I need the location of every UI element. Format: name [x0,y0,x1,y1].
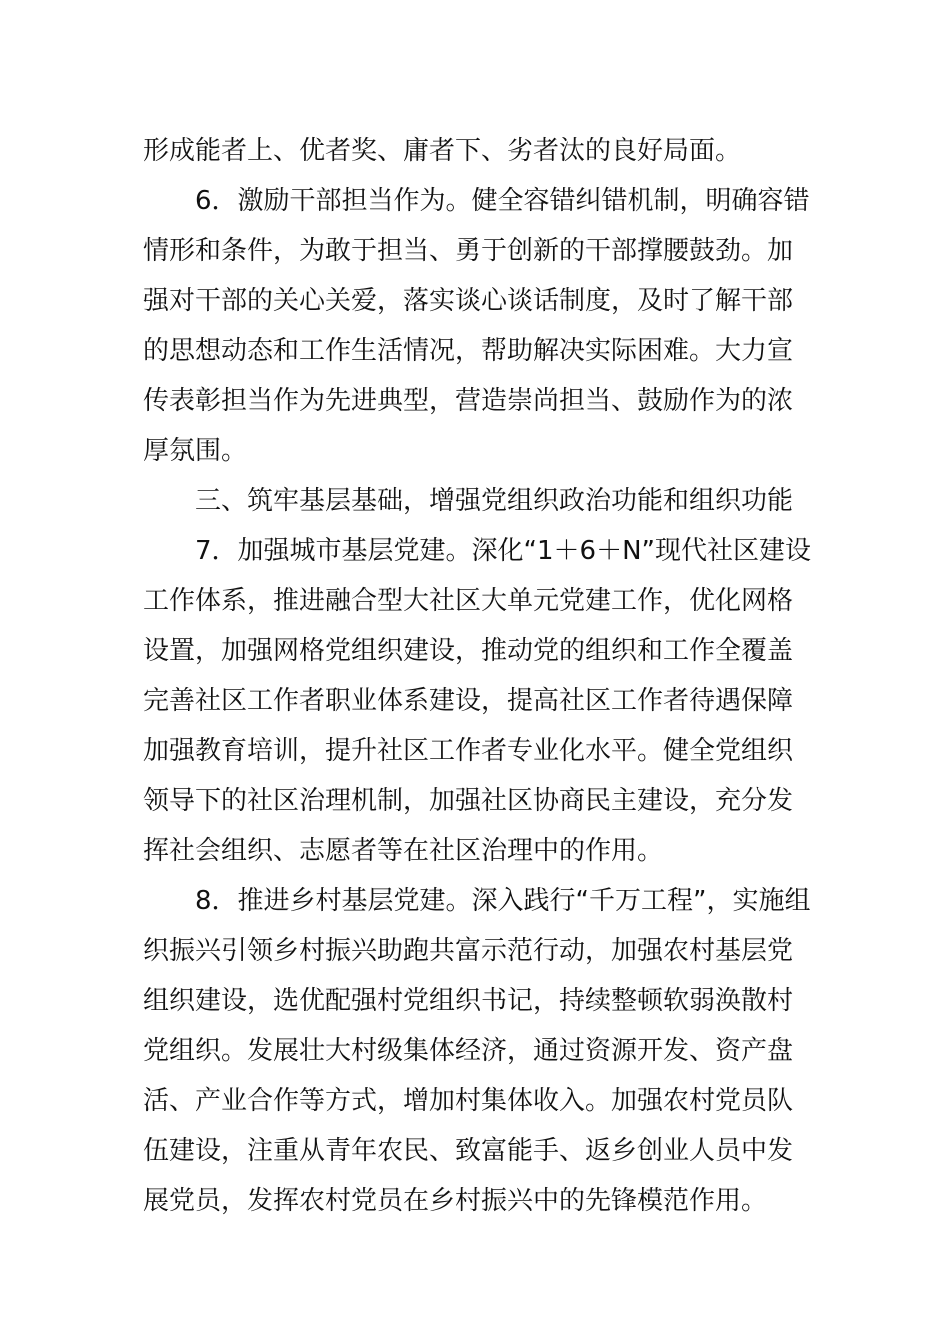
text-line: 活、产业合作等方式，增加村集体收入。加强农村党员队 [143,1086,794,1116]
text-line: 党组织。发展壮大村级集体经济，通过资源开发、资产盘 [143,1036,794,1066]
paragraph-8-start: 8．推进乡村基层党建。深入践行“千万工程”，实施组 [195,886,811,916]
text-line: 领导下的社区治理机制，加强社区协商民主建设，充分发 [143,786,794,816]
text-line: 组织建设，选优配强村党组织书记，持续整顿软弱涣散村 [143,986,794,1016]
text-line: 伍建设，注重从青年农民、致富能手、返乡创业人员中发 [143,1136,794,1166]
paragraph-6-start: 6．激励干部担当作为。健全容错纠错机制，明确容错 [195,186,810,216]
text-line: 完善社区工作者职业体系建设，提高社区工作者待遇保障 [143,686,794,716]
text-line: 设置，加强网格党组织建设，推动党的组织和工作全覆盖 [143,636,794,666]
text-line: 厚氛围。 [143,436,248,466]
text-line: 形成能者上、优者奖、庸者下、劣者汰的良好局面。 [143,136,742,166]
text-line: 传表彰担当作为先进典型，营造崇尚担当、鼓励作为的浓 [143,386,794,416]
text-line: 织振兴引领乡村振兴助跑共富示范行动，加强农村基层党 [143,936,794,966]
section-heading: 三、筑牢基层基础，增强党组织政治功能和组织功能 [195,486,794,516]
text-line: 展党员，发挥农村党员在乡村振兴中的先锋模范作用。 [143,1186,768,1216]
text-line: 加强教育培训，提升社区工作者专业化水平。健全党组织 [143,736,794,766]
text-line: 挥社会组织、志愿者等在社区治理中的作用。 [143,836,664,866]
text-line: 情形和条件，为敢于担当、勇于创新的干部撑腰鼓劲。加 [143,236,794,266]
text-line: 强对干部的关心关爱，落实谈心谈话制度，及时了解干部 [143,286,794,316]
paragraph-7-start: 7．加强城市基层党建。深化“1＋6＋N”现代社区建设 [195,536,812,566]
text-line: 的思想动态和工作生活情况，帮助解决实际困难。大力宣 [143,336,794,366]
text-line: 工作体系，推进融合型大社区大单元党建工作，优化网格 [143,586,794,616]
